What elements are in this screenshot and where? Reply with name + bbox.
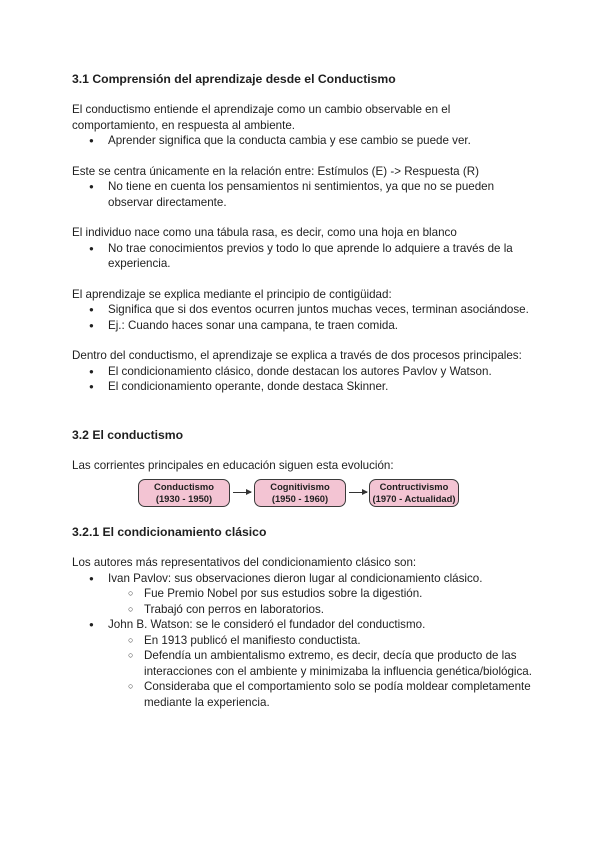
- bullet-item: ● El condicionamiento clásico, donde destacan los autores Pavlov y Watson.: [72, 364, 532, 380]
- paragraph-text: Los autores más representativos del condicionamiento clásico son:: [72, 556, 417, 569]
- paragraph-text: El aprendizaje se explica mediante el principio de contigüidad:: [72, 287, 392, 301]
- paragraph-text: El conductismo entiende el aprendizaje como un cambio observable en el comportamiento, en respuesta al ambiente.: [72, 103, 451, 132]
- flow-box-cognitivismo: [254, 479, 346, 507]
- flow-box-title: Contructivismo: [379, 481, 449, 492]
- flow-box-years: (1950 - 1960): [271, 493, 329, 504]
- sub-bullet-item: ○ En 1913 publicó el manifiesto conductista.: [72, 633, 532, 649]
- flow-box-contructivismo: [369, 479, 459, 507]
- sub-bullet-item: ○ Defendía un ambientalismo extremo, es decir, decía que producto de las interacciones con el ambiente y minimizaba la influencia genética/biológica.: [72, 648, 532, 679]
- bullet-item: ● El condicionamiento operante, donde destaca Skinner.: [72, 379, 532, 395]
- section-3-1-heading: 3.1 Comprensión del aprendizaje desde el Conductismo: [72, 72, 396, 86]
- flow-box-years: (1970 - Actualidad): [372, 493, 456, 504]
- section-3-2-heading: 3.2 El conductismo: [72, 427, 184, 442]
- paragraph-text: Este se centra únicamente en la relación entre: Estímulos (E) -> Respuesta (R): [72, 164, 479, 178]
- paragraph-block: [72, 348, 532, 395]
- paragraph-block: [72, 164, 532, 211]
- bullet-item: ● Aprender significa que la conducta cambia y ese cambio se puede ver.: [72, 133, 532, 149]
- flow-box-years: (1930 - 1950): [155, 493, 213, 504]
- arrow-right-icon: [349, 492, 367, 493]
- sub-bullet-item: ○ Trabajó con perros en laboratorios.: [72, 602, 532, 618]
- document-page: [72, 72, 532, 710]
- sub-bullet-item: ○ Fue Premio Nobel por sus estudios sobre la digestión.: [72, 586, 532, 602]
- paragraph-block: [72, 225, 532, 272]
- paragraph-text: Las corrientes principales en educación siguen esta evolución:: [72, 458, 394, 472]
- bullet-item: ● No trae conocimientos previos y todo lo que aprende lo adquiere a través de la experiencia.: [72, 241, 532, 272]
- bullet-item: ● Significa que si dos eventos ocurren juntos muchas veces, terminan asociándose.: [72, 302, 532, 318]
- arrow-right-icon: [233, 492, 251, 493]
- flow-box-title: Conductismo: [154, 481, 214, 492]
- bullet-item: ● Ej.: Cuando haces sonar una campana, te traen comida.: [72, 318, 532, 334]
- flow-box-title: Cognitivismo: [270, 481, 330, 492]
- paragraph-text: Dentro del conductismo, el aprendizaje se explica a través de dos procesos principales:: [72, 349, 522, 362]
- evolution-flow-diagram: [72, 479, 532, 513]
- sub-bullet-item: ○ Consideraba que el comportamiento solo se podía moldear completamente mediante la experiencia.: [72, 679, 532, 710]
- flow-box-conductismo: [138, 479, 230, 507]
- bullet-item: ● Ivan Pavlov: sus observaciones dieron lugar al condicionamiento clásico.: [72, 571, 532, 587]
- paragraph-block: [72, 102, 532, 149]
- bullet-item: ● John B. Watson: se le consideró el fundador del conductismo.: [72, 617, 532, 633]
- bullet-item: ● No tiene en cuenta los pensamientos ni sentimientos, ya que no se pueden observar directamente.: [72, 179, 532, 210]
- section-3-2-1-heading: 3.2.1 El condicionamiento clásico: [72, 525, 267, 539]
- paragraph-block: [72, 287, 532, 334]
- paragraph-text: El individuo nace como una tábula rasa, es decir, como una hoja en blanco: [72, 226, 457, 239]
